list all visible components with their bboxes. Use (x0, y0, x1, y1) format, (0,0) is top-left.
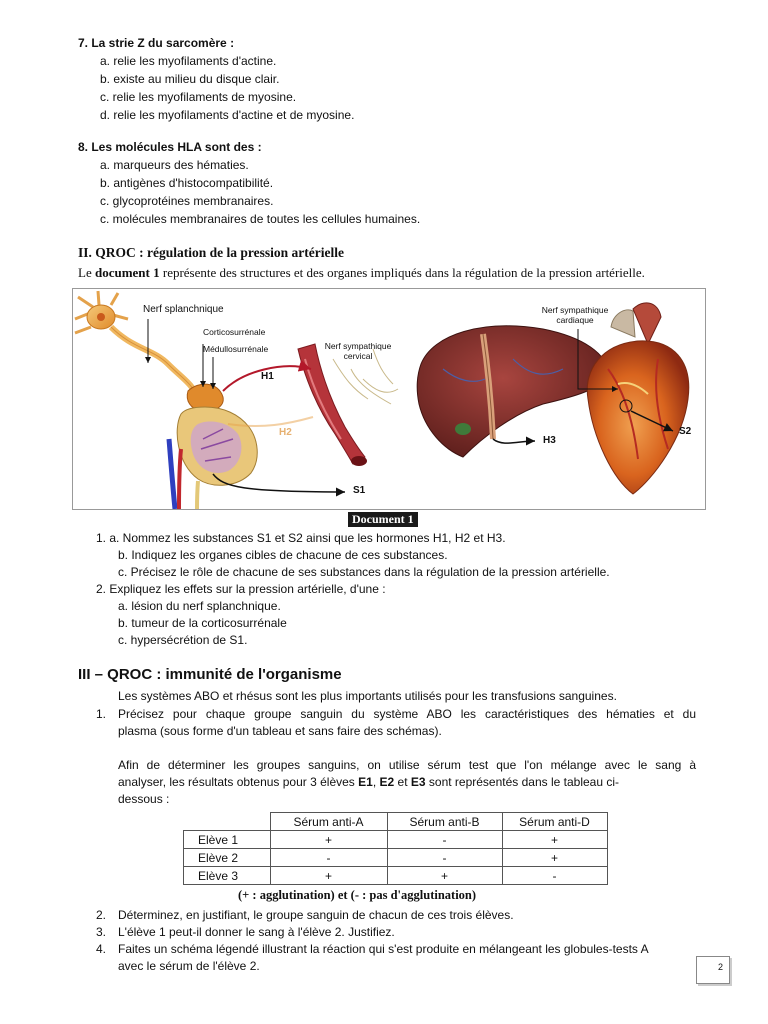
label-nerf-splanchnique: Nerf splanchnique (143, 304, 224, 315)
s3-paragraph-line2-pre: analyser, les résultats obtenus pour 3 élèves (118, 775, 359, 789)
s2-question-1b: b. Indiquez les organes cibles de chacune de ces substances. (118, 548, 448, 562)
table-cell: - (387, 849, 502, 867)
section2-intro (78, 265, 645, 281)
artery-drawing (298, 344, 398, 466)
label-nerf-cervical-line2: cervical (343, 351, 373, 361)
label-nerf-cardiaque-line1: Nerf sympathique (541, 305, 609, 315)
table-cell: - (270, 849, 387, 867)
page-number-box (696, 956, 730, 984)
label-h2: H2 (279, 427, 292, 438)
table-cell: - (387, 831, 502, 849)
section2-intro-post: représente des structures et des organes impliqués dans la régulation de la pression artérielle. (159, 265, 645, 280)
document1-figure (72, 288, 706, 510)
table-corner (184, 813, 271, 831)
blood-group-table (183, 812, 608, 885)
table-row (184, 831, 608, 849)
s2-question-2b: b. tumeur de la corticosurrénale (118, 616, 287, 630)
q7-option-c: c. relie les myofilaments de myosine. (100, 90, 297, 104)
s3-q3-text: L'élève 1 peut-il donner le sang à l'élève 2. Justifiez. (118, 925, 395, 939)
table-row-label: Elève 1 (184, 831, 271, 849)
section2-intro-pre: Le (78, 265, 95, 280)
s3-q4-line2: avec le sérum de l'élève 2. (118, 959, 260, 973)
table-header-cell: Sérum anti-B (387, 813, 502, 831)
table-header-cell: Sérum anti-D (502, 813, 607, 831)
label-corticosurrenale: Corticosurrénale (203, 327, 266, 337)
student-e3: E3 (410, 775, 426, 789)
table-cell: + (502, 831, 607, 849)
s3-paragraph-line3: dessous : (118, 792, 170, 806)
q8-title: 8. Les molécules HLA sont des : (78, 140, 262, 154)
table-cell: + (387, 867, 502, 885)
section3-title: III – QROC : immunité de l'organisme (78, 666, 342, 683)
label-s2: S2 (679, 426, 692, 437)
section2-intro-bold: document 1 (94, 265, 160, 280)
s3-q1-line1: Précisez pour chaque groupe sanguin du système ABO les caractéristiques des hématies et du (118, 707, 696, 721)
page-number: 2 (717, 962, 723, 972)
liver-drawing (417, 326, 608, 457)
label-h1: H1 (261, 371, 274, 382)
s3-paragraph-line2-post: sont représentés dans le tableau ci- (425, 775, 620, 789)
q7-option-a: a. relie les myofilaments d'actine. (100, 54, 277, 68)
q8-option-c: c. glycoprotéines membranaires. (100, 194, 274, 208)
q7-title: 7. La strie Z du sarcomère : (78, 36, 235, 50)
q8-option-b: b. antigènes d'histocompatibilité. (100, 176, 274, 190)
heart-drawing (587, 303, 692, 494)
s3-q2-number: 2. (96, 908, 107, 922)
q7-option-d: d. relie les myofilaments d'actine et de myosine. (100, 108, 355, 122)
s3-paragraph-sep1: , (372, 775, 380, 789)
s3-q1-number: 1. (96, 707, 107, 721)
label-nerf-cardiaque (531, 305, 619, 325)
h3-arrow (493, 439, 535, 443)
s2-question-1a: 1. a. Nommez les substances S1 et S2 ainsi que les hormones H1, H2 et H3. (96, 531, 506, 545)
table-row (184, 849, 608, 867)
s3-paragraph-sep2: et (394, 775, 411, 789)
table-cell: + (270, 831, 387, 849)
s3-paragraph-line2 (118, 774, 696, 791)
kidney-adrenal-drawing (169, 384, 257, 509)
label-nerf-cervical-line1: Nerf sympathique (324, 341, 392, 351)
section2-title: II. QROC : régulation de la pression artérielle (78, 245, 344, 260)
s2-question-2c: c. hypersécrétion de S1. (118, 633, 248, 647)
s3-q4-number: 4. (96, 942, 107, 956)
student-e1: E1 (358, 775, 373, 789)
table-cell: + (270, 867, 387, 885)
s3-q3-number: 3. (96, 925, 107, 939)
label-nerf-cervical (318, 341, 398, 361)
s3-q1-line2: plasma (sous forme d'un tableau et sans faire des schémas). (118, 724, 442, 738)
s3-q2-text: Déterminez, en justifiant, le groupe sanguin de chacun de ces trois élèves. (118, 908, 514, 922)
label-nerf-cardiaque-line2: cardiaque (556, 315, 594, 325)
q8-option-d: c. molécules membranaires de toutes les cellules humaines. (100, 212, 421, 226)
q7-option-b: b. existe au milieu du disque clair. (100, 72, 280, 86)
table-row-label: Elève 3 (184, 867, 271, 885)
s3-paragraph-line1: Afin de déterminer les groupes sanguins, on utilise sérum test que l'on mélange avec le sang à (118, 758, 696, 772)
label-s1: S1 (353, 485, 366, 496)
table-row (184, 867, 608, 885)
table-row-label: Elève 2 (184, 849, 271, 867)
label-h3: H3 (543, 435, 556, 446)
label-medullosurrenale: Médullosurrénale (203, 344, 269, 354)
s3-q4-text: Faites un schéma légendé illustrant la réaction qui s'est produite en mélangeant les globules-tests A (118, 942, 649, 956)
table-legend: (+ : agglutination) et (- : pas d'agglutination) (238, 888, 477, 902)
s2-question-1c: c. Précisez le rôle de chacune de ses substances dans la régulation de la pression artérielle. (118, 565, 610, 579)
q8-option-a: a. marqueurs des hématies. (100, 158, 249, 172)
s2-question-2: 2. Expliquez les effets sur la pression artérielle, d'une : (96, 582, 386, 596)
table-header-row (184, 813, 608, 831)
table-cell: + (502, 849, 607, 867)
section3-intro: Les systèmes ABO et rhésus sont les plus importants utilisés pour les transfusions sanguines. (118, 689, 617, 703)
table-cell: - (502, 867, 607, 885)
document1-caption: Document 1 (348, 512, 418, 527)
table-header-cell: Sérum anti-A (270, 813, 387, 831)
s2-question-2a: a. lésion du nerf splanchnique. (118, 599, 281, 613)
student-e2: E2 (379, 775, 395, 789)
